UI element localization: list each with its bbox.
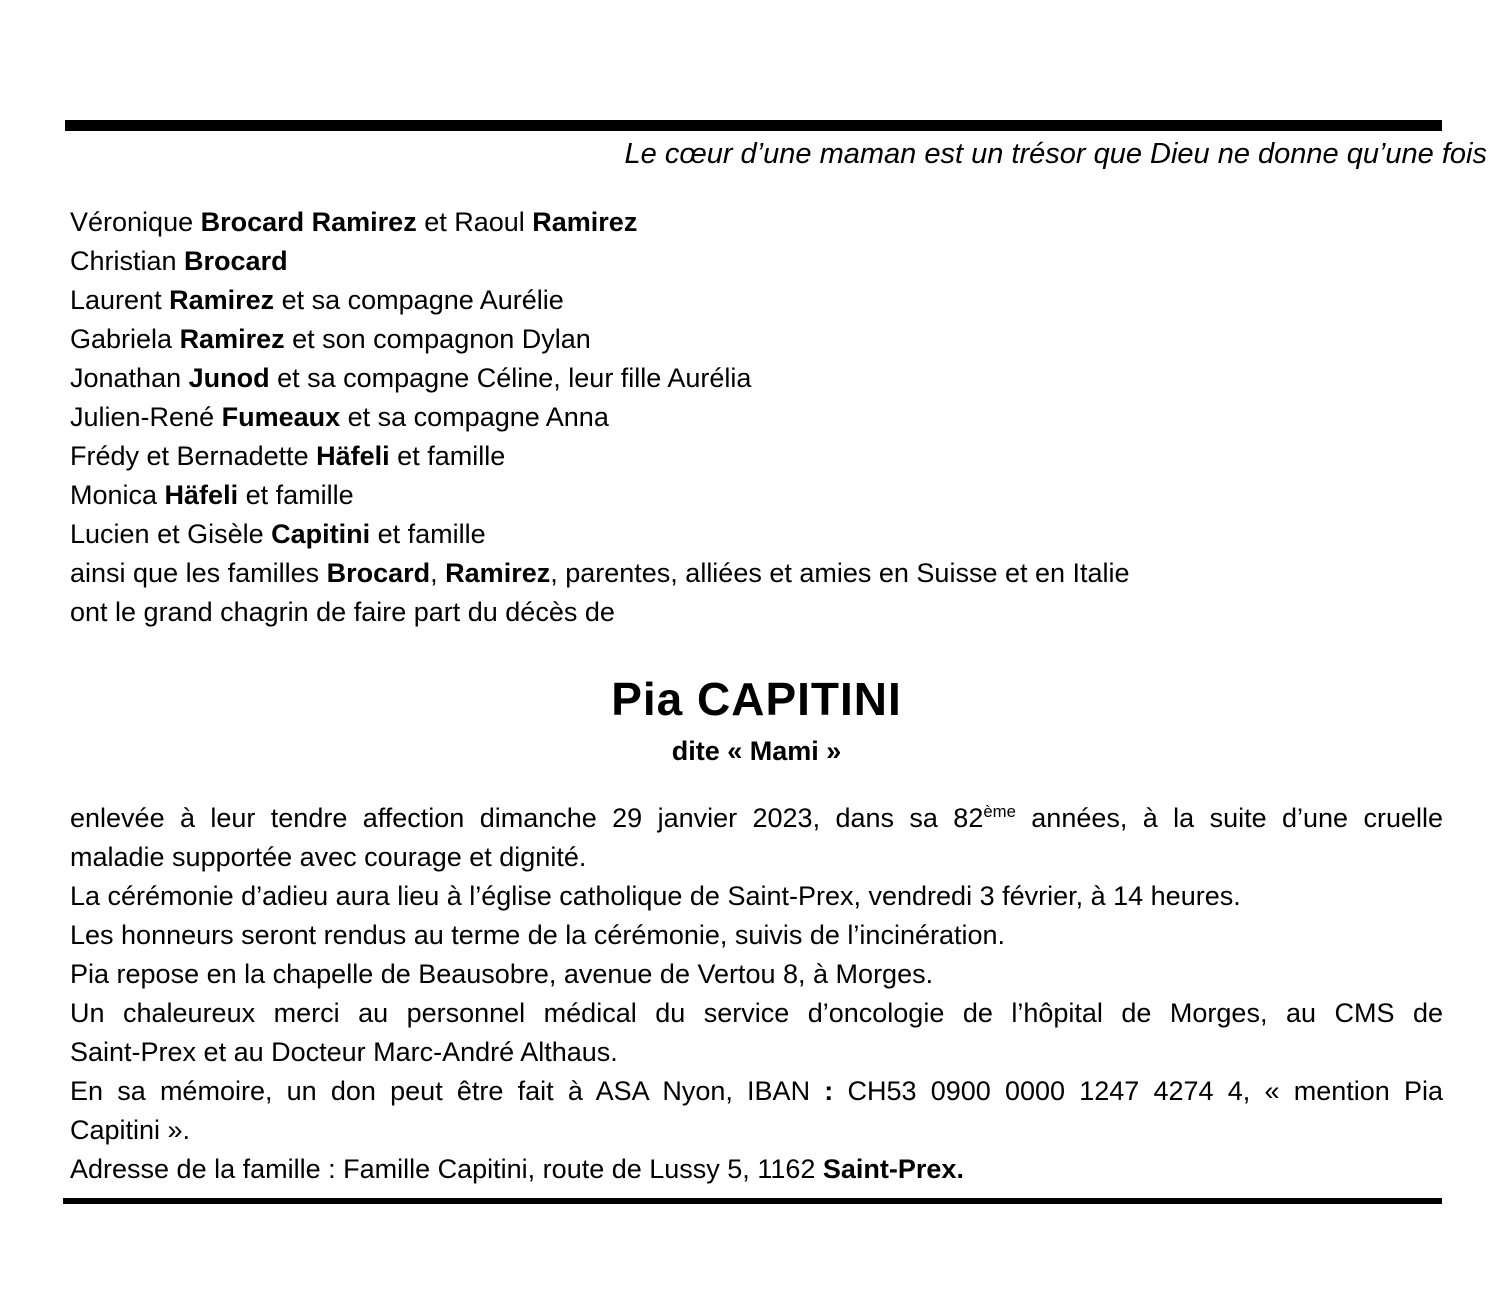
body-line [70, 799, 1443, 838]
text-segment: et son compagnon Dylan [284, 324, 591, 354]
text-segment: Capitini ». [70, 1115, 191, 1145]
text-segment: Laurent [70, 285, 170, 315]
text-segment: , parentes, alliées et amies en Suisse et en Italie [550, 558, 1130, 588]
text-segment: Véronique [70, 207, 201, 237]
text-segment: Julien-René [70, 402, 222, 432]
family-list [70, 203, 1443, 632]
text-segment: , [430, 558, 446, 588]
text-segment: ainsi que les familles [70, 558, 327, 588]
text-segment: Ramirez [532, 207, 638, 237]
text-segment: Saint-Prex. [822, 1154, 964, 1184]
family-line [70, 554, 1443, 593]
family-line [70, 359, 1443, 398]
text-segment: Christian [70, 246, 185, 276]
text-segment: Jonathan [70, 363, 189, 393]
text-segment: ont le grand chagrin de faire part du décès de [70, 597, 615, 627]
body-line [70, 1072, 1443, 1111]
family-line [70, 281, 1443, 320]
body-line [70, 916, 1443, 955]
family-line [70, 242, 1443, 281]
family-line [70, 398, 1443, 437]
text-segment: Saint-Prex et au Docteur Marc-André Althaus. [70, 1037, 618, 1067]
family-line [70, 476, 1443, 515]
deceased-alias: dite « Mami » [671, 736, 842, 766]
body-line [70, 838, 1443, 877]
family-line [70, 593, 1443, 632]
text-segment: Häfeli [164, 480, 239, 510]
text-segment: Junod [188, 363, 270, 393]
text-segment: CH53 0900 0000 1247 4274 4, « mention Pia [833, 1076, 1443, 1106]
text-segment: : [824, 1076, 834, 1106]
text-segment: Les honneurs seront rendus au terme de la cérémonie, suivis de l’incinération. [70, 920, 1006, 950]
text-segment: Gabriela [70, 324, 180, 354]
text-segment: et famille [370, 519, 486, 549]
text-segment: Fumeaux [221, 402, 341, 432]
body-line [70, 1111, 1443, 1150]
body-line [70, 994, 1443, 1033]
text-segment: Adresse de la famille : Famille Capitini, route de Lussy 5, 1162 [70, 1154, 823, 1184]
text-segment: Ramirez [169, 285, 275, 315]
text-segment: ème [983, 802, 1016, 821]
text-segment: et sa compagne Anna [340, 402, 609, 432]
top-divider [65, 120, 1442, 131]
text-segment: Capitini [271, 519, 371, 549]
family-line [70, 437, 1443, 476]
bottom-divider [63, 1198, 1442, 1204]
family-line [70, 203, 1443, 242]
text-segment: Ramirez [445, 558, 551, 588]
text-segment: maladie supportée avec courage et dignité. [70, 842, 587, 872]
text-segment: et Raoul [416, 207, 533, 237]
family-line [70, 320, 1443, 359]
family-line [70, 515, 1443, 554]
body-line [70, 877, 1443, 916]
text-segment: Brocard Ramirez [200, 207, 417, 237]
epigraph: Le cœur d’une maman est un trésor que Dieu ne donne qu’une fois [624, 138, 1487, 170]
text-segment: et sa compagne Aurélie [274, 285, 564, 315]
text-segment: Häfeli [316, 441, 390, 471]
text-segment: Lucien et Gisèle [70, 519, 272, 549]
text-segment: La cérémonie d’adieu aura lieu à l’église catholique de Saint-Prex, vendredi 3 février, à 14 heures. [70, 881, 1241, 911]
text-segment: Frédy et Bernadette [70, 441, 317, 471]
text-segment: En sa mémoire, un don peut être fait à ASA Nyon, IBAN [70, 1076, 825, 1106]
text-segment: Monica [70, 480, 165, 510]
text-segment: années, à la suite d’une cruelle [1015, 803, 1443, 833]
text-segment: et famille [389, 441, 506, 471]
text-segment: Ramirez [179, 324, 285, 354]
text-segment: enlevée à leur tendre affection dimanche 29 janvier 2023, dans sa 82 [70, 803, 984, 833]
text-segment: et famille [238, 480, 354, 510]
body-line [70, 1150, 1443, 1189]
text-segment: Brocard [184, 246, 288, 276]
body-line [70, 1033, 1443, 1072]
body-line [70, 955, 1443, 994]
text-segment: et sa compagne Céline, leur fille Aurélia [269, 363, 752, 393]
text-segment: Pia repose en la chapelle de Beausobre, avenue de Vertou 8, à Morges. [70, 959, 934, 989]
text-segment: Un chaleureux merci au personnel médical du service d’oncologie de l’hôpital de Morges, au CMS de [70, 998, 1443, 1028]
deceased-name: Pia CAPITINI [611, 673, 902, 725]
announcement-body [70, 799, 1443, 1189]
text-segment: Brocard [326, 558, 431, 588]
